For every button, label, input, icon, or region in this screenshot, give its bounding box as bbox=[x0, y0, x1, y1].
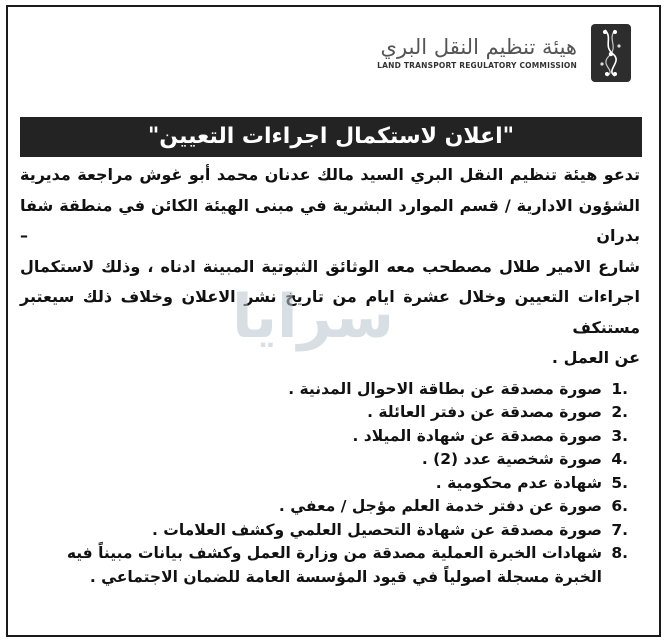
item-text: صورة مصدقة عن شهادة الميلاد . bbox=[352, 426, 602, 445]
list-item bbox=[20, 542, 628, 589]
list-item bbox=[20, 519, 628, 543]
road-network-icon bbox=[591, 24, 631, 82]
item-number: 3. bbox=[611, 426, 628, 445]
list-item bbox=[20, 425, 628, 449]
item-text: صورة مصدقة عن دفتر العائلة . bbox=[367, 403, 602, 421]
logo-english: LAND TRANSPORT REGULATORY COMMISSION bbox=[377, 61, 577, 70]
item-text: شهادة عدم محكومية . bbox=[435, 473, 602, 492]
list-item bbox=[20, 495, 628, 519]
list-item bbox=[20, 378, 628, 402]
list-item bbox=[20, 448, 628, 472]
announcement-body bbox=[20, 160, 640, 589]
logo bbox=[377, 22, 631, 84]
list-item bbox=[20, 472, 628, 496]
required-documents-list bbox=[20, 378, 640, 590]
item-text: صورة عن دفتر خدمة العلم مؤجل / معفي . bbox=[278, 497, 602, 515]
watermark: سرايا bbox=[232, 282, 394, 352]
commission-emblem-icon bbox=[591, 24, 631, 82]
paragraph-line: تدعو هيئة تنظيم النقل البري السيد مالك عدنان محمد أبو غوش مراجعة مديرية bbox=[20, 165, 640, 184]
item-text: صورة مصدقة عن شهادة التحصيل العلمي وكشف العلامات . bbox=[151, 520, 602, 539]
item-text: شهادات الخبرة العملية مصدقة من وزارة العمل وكشف بيانات مبيناً فيه الخبرة مسجلة اصولياً في قيود المؤسسة العامة للضمان الاجتماعي . bbox=[66, 544, 602, 586]
intro-paragraph bbox=[20, 160, 640, 374]
item-number: 4. bbox=[611, 450, 628, 468]
paragraph-line: اجراءات التعيين وخلال عشرة ايام من تاريخ نشر الاعلان وخلاف ذلك سيعتبر مستنكف bbox=[20, 287, 640, 337]
item-number: 1. bbox=[611, 379, 628, 398]
announcement-title: "اعلان لاستكمال اجراءات التعيين" bbox=[20, 117, 642, 157]
paragraph-line: الشؤون الادارية / قسم الموارد البشرية في مبنى الهيئة الكائن في منطقة شفا بدران – bbox=[20, 195, 640, 245]
paragraph-line: شارع الامير طلال مصطحب معه الوثائق الثبوتية المبينة ادناه ، وذلك لاستكمال bbox=[20, 256, 640, 276]
item-text: صورة شخصية عدد (2) . bbox=[421, 450, 602, 468]
item-text: صورة مصدقة عن بطاقة الاحوال المدنية . bbox=[288, 379, 602, 398]
item-number: 7. bbox=[611, 520, 628, 539]
logo-text bbox=[377, 34, 577, 72]
paragraph-line: عن العمل . bbox=[551, 348, 640, 367]
item-number: 5. bbox=[611, 473, 628, 492]
list-item bbox=[20, 401, 628, 425]
item-number: 2. bbox=[611, 403, 628, 421]
item-number: 6. bbox=[611, 497, 628, 515]
logo-arabic: هيئة تنظيم النقل البري bbox=[380, 35, 577, 59]
item-number: 8. bbox=[611, 544, 628, 562]
